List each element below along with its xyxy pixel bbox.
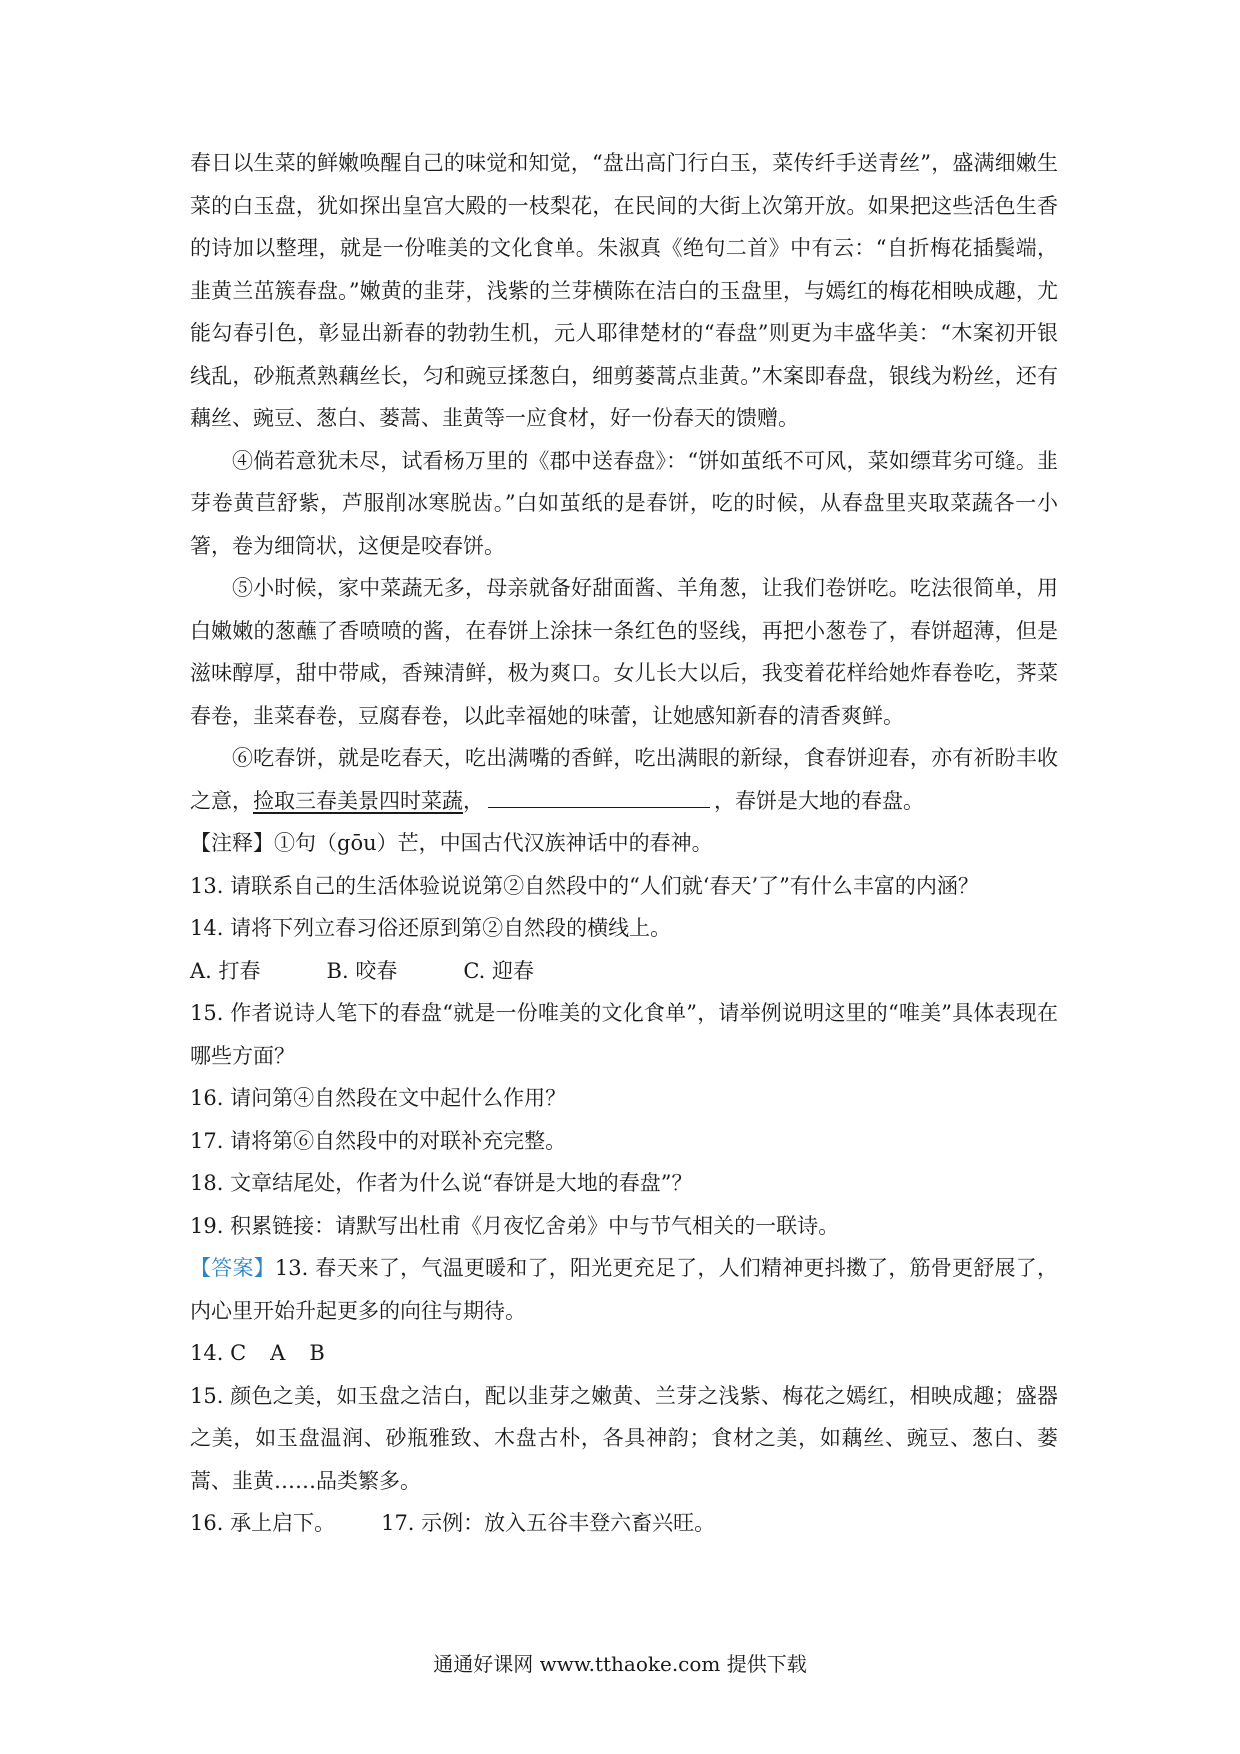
answer-14 — [190, 1332, 1058, 1375]
answer-14-first: 14. C — [190, 1341, 247, 1365]
question-14: 14. 请将下列立春习俗还原到第②自然段的横线上。 — [190, 916, 672, 940]
paragraph-6-text-b: ，春饼是大地的春盘。 — [714, 788, 924, 813]
annotation-note: 【注释】①句（gōu）芒，中国古代汉族神话中的春神。 — [190, 831, 713, 855]
answer-15: 15. 颜色之美，如玉盘之洁白，配以韭芽之嫩黄、兰芽之浅紫、梅花之嫣红，相映成趣；盛器之美，如玉盘温润、砂瓶雅致、木盘古朴，各具神韵；食材之美，如藕丝、豌豆、葱白、蒌蒿、韭黄……品类繁多。 — [190, 1383, 1058, 1493]
answer-14-second: A — [270, 1341, 286, 1365]
couplet-blank-line — [488, 785, 710, 808]
paragraph-3-continued: 春日以生菜的鲜嫩唤醒自己的味觉和知觉，“盘出高门行白玉，菜传纤手送青丝”，盛满细嫩生菜的白玉盘，犹如探出皇宫大殿的一枝梨花，在民间的大街上次第开放。如果把这些活色生香的诗加以整理，就是一份唯美的文化食单。朱淑真《绝句二首》中有云：“自折梅花插鬓端，韭黄兰茁簇春盘。”嫩黄的韭芽，浅紫的兰芽横陈在洁白的玉盘里，与嫣红的梅花相映成趣，尤能勾春引色，彰显出新春的勃勃生机，元人耶律楚材的“春盘”则更为丰盛华美：“木案初开银线乱，砂瓶煮熟藕丝长，匀和豌豆揉葱白，细剪蒌蒿点韭黄。”木案即春盘，银线为粉丝，还有藕丝、豌豆、葱白、蒌蒿、韭黄等一应食材，好一份春天的馈赠。 — [190, 151, 1058, 430]
question-14-options — [190, 950, 1058, 993]
question-13: 13. 请联系自己的生活体验说说第②自然段中的“人们就‘春天’了”有什么丰富的内涵？ — [190, 873, 979, 898]
paragraph-4: ④倘若意犹未尽，试看杨万里的《郡中送春盘》：“饼如茧纸不可风，菜如缥茸劣可缝。韭芽卷黄苣舒紫，芦服削冰寒脱齿。”白如茧纸的是春饼，吃的时候，从春盘里夹取菜蔬各一小箸，卷为细筒状，这便是咬春饼。 — [190, 448, 1058, 558]
question-19: 19. 积累链接：请默写出杜甫《月夜忆舍弟》中与节气相关的一联诗。 — [190, 1213, 840, 1238]
question-15: 15. 作者说诗人笔下的春盘“就是一份唯美的文化食单”，请举例说明这里的“唯美”具体表现在哪些方面？ — [190, 1001, 1058, 1068]
paragraph-5: ⑤小时候，家中菜蔬无多，母亲就备好甜面酱、羊角葱，让我们卷饼吃。吃法很简单，用白嫩嫩的葱蘸了香喷喷的酱，在春饼上涂抹一条红色的竖线，再把小葱卷了，春饼超薄，但是滋味醇厚，甜中带咸，香辣清鲜，极为爽口。女儿长大以后，我变着花样给她炸春卷吃，荠菜春卷，韭菜春卷，豆腐春卷，以此幸福她的味蕾，让她感知新春的清香爽鲜。 — [190, 576, 1058, 728]
answer-17: 17. 示例：放入五谷丰登六畜兴旺。 — [381, 1511, 716, 1535]
option-a: A. 打春 — [190, 958, 261, 983]
answer-16-17 — [190, 1502, 1058, 1545]
document-body — [190, 142, 1058, 1545]
answer-14-third: B — [309, 1341, 325, 1365]
answer-tag: 【答案】 — [190, 1256, 275, 1280]
page-footer: 通通好课网 www.tthaoke.com 提供下载 — [433, 1652, 807, 1676]
answer-16: 16. 承上启下。 — [190, 1511, 336, 1535]
paragraph-6 — [190, 737, 1058, 822]
paragraph-6-comma: ， — [463, 788, 484, 813]
answer-13-text: 13. 春天来了，气温更暖和了，阳光更充足了，人们精神更抖擞了，筋骨更舒展了，内心里开始升起更多的向往与期待。 — [190, 1256, 1058, 1323]
couplet-first-line: 捡取三春美景四时菜蔬 — [253, 788, 463, 813]
option-c: C. 迎春 — [463, 958, 534, 983]
answer-13 — [190, 1247, 1058, 1332]
question-17: 17. 请将第⑥自然段中的对联补充完整。 — [190, 1128, 567, 1153]
paragraph-6-text-a: ⑥吃春饼，就是吃春天，吃出满嘴的香鲜，吃出满眼的新绿，食春饼迎春，亦有祈盼丰收之意， — [190, 746, 1058, 813]
question-18: 18. 文章结尾处，作者为什么说“春饼是大地的春盘”？ — [190, 1171, 693, 1195]
option-b: B. 咬春 — [326, 958, 398, 983]
question-16: 16. 请问第④自然段在文中起什么作用？ — [190, 1086, 567, 1110]
